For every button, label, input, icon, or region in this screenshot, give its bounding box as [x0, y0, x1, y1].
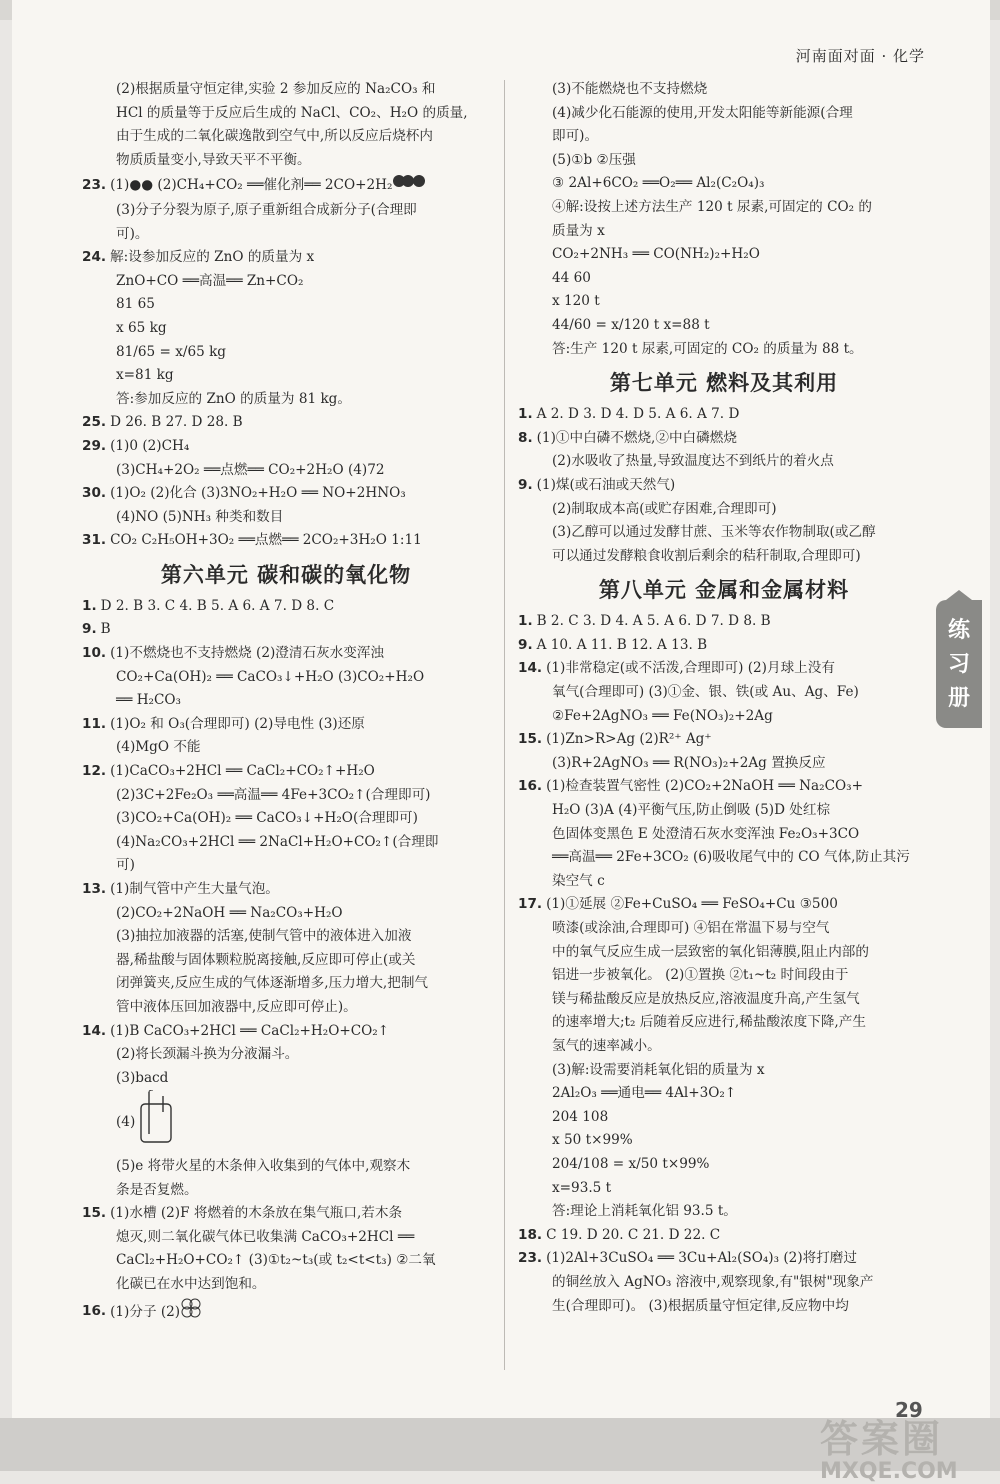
question-number: 16.	[518, 778, 543, 795]
answer-text: 的铜丝放入 AgNO₃ 溶液中,观察现象,有"银树"现象产	[552, 1273, 874, 1290]
answer-text: CO₂+Ca(OH)₂ ══ CaCO₃↓+H₂O (3)CO₂+H₂O	[116, 668, 425, 685]
answer-text: 可以通过发酵粮食收割后剩余的秸秆制取,合理即可)	[552, 547, 861, 564]
watermark	[820, 1408, 958, 1484]
answer-line	[82, 689, 490, 713]
answer-line	[518, 705, 930, 729]
tab-char-2: 习	[947, 652, 970, 677]
answer-line	[518, 314, 930, 338]
answer-text: (3)CH₄+2O₂ ══点燃══ CO₂+2H₂O (4)72	[116, 461, 385, 478]
answer-text: (1)①延展 ②Fe+CuSO₄ ══ FeSO₄+Cu ③500	[546, 896, 838, 913]
column-divider	[504, 80, 505, 1370]
page-number: 29	[895, 1398, 923, 1422]
tab-notch	[946, 590, 972, 600]
answer-text: CO₂ C₂H₅OH+3O₂ ══点燃══ 2CO₂+3H₂O 1:11	[110, 532, 422, 549]
question-number: 17.	[518, 896, 543, 913]
answer-text: (3)抽拉加液器的活塞,使制气管中的液体进入加液	[116, 928, 412, 945]
tab-char-1: 练	[947, 618, 970, 643]
answer-line	[518, 102, 930, 126]
answer-text: H₂O (3)A (4)平衡气压,防止倒吸 (5)D 处红棕	[552, 802, 831, 819]
answer-text: (2)根据质量守恒定律,实验 2 参加反应的 Na₂CO₃ 和	[116, 81, 436, 97]
answer-text: x=81 kg	[116, 367, 174, 384]
answer-line	[82, 270, 490, 294]
answer-line	[518, 728, 930, 752]
answer-text: B 2. C 3. D 4. A 5. A 6. D 7. D 8. B	[536, 613, 771, 630]
answer-text: 答:理论上消耗氧化铝 93.5 t。	[552, 1203, 737, 1220]
question-number: 14.	[82, 1022, 107, 1039]
answer-line	[518, 893, 930, 917]
answer-line	[518, 1129, 930, 1153]
answer-text: 色固体变黑色 E 处澄清石灰水变浑浊 Fe₂O₃+3CO	[552, 825, 860, 842]
answer-line	[518, 846, 930, 870]
answer-line	[518, 1271, 930, 1295]
question-number: 16.	[82, 1303, 107, 1320]
answer-line	[82, 1020, 490, 1044]
pair-diagram-icon	[392, 172, 426, 199]
answer-line	[82, 949, 490, 973]
answer-text: (1)非常稳定(或不活泼,合理即可) (2)月球上没有	[546, 660, 835, 677]
answer-text: (4)NO (5)NH₃ 种类和数目	[116, 508, 284, 525]
answer-text: 81 65	[116, 296, 155, 313]
answer-text: 铝进一步被氧化。 (2)①置换 ②t₁~t₂ 时间段由于	[552, 967, 849, 984]
answer-text: (1)CaCO₃+2HCl ══ CaCl₂+CO₂↑+H₂O	[110, 763, 375, 780]
answer-line	[82, 878, 490, 902]
question-number: 15.	[518, 731, 543, 748]
question-number: 23.	[518, 1250, 543, 1267]
question-number: 1.	[82, 597, 97, 614]
answer-text: 生(合理即可)。 (3)根据质量守恒定律,反应物中均	[552, 1297, 849, 1314]
question-number: 15.	[82, 1205, 107, 1222]
answer-line	[82, 293, 490, 317]
answer-text: 44 60	[552, 269, 591, 286]
answer-text: 81/65 = x/65 kg	[116, 343, 227, 360]
answer-line	[82, 388, 490, 412]
answer-line	[518, 338, 930, 362]
answer-text: (1)2Al+3CuSO₄ ══ 3Cu+Al₂(SO₄)₃ (2)将打磨过	[546, 1250, 857, 1267]
answer-text: 的速率增大;t₂ 后随着反应进行,稀盐酸浓度下降,产生	[552, 1014, 866, 1031]
answer-text: 答:参加反应的 ZnO 的质量为 81 kg。	[116, 390, 351, 407]
answer-text: D 2. B 3. C 4. B 5. A 6. A 7. D 8. C	[100, 597, 335, 614]
answer-text: ══高温══ 2Fe+3CO₂ (6)吸收尾气中的 CO 气体,防止其污	[552, 849, 910, 866]
answer-line	[518, 196, 930, 220]
answer-line	[82, 595, 490, 619]
answer-text: (3)解:设需要消耗氧化铝的质量为 x	[552, 1061, 765, 1078]
answer-text: 解:设参加反应的 ZnO 的质量为 x	[110, 249, 315, 266]
answer-text: x 65 kg	[116, 319, 167, 336]
answer-text: (3)bacd	[116, 1069, 169, 1086]
answer-line	[518, 243, 930, 267]
answer-line	[82, 925, 490, 949]
answer-line	[518, 220, 930, 244]
question-number: 14.	[518, 660, 543, 677]
answer-line	[518, 521, 930, 545]
left-column	[82, 78, 490, 1327]
answer-line	[82, 1155, 490, 1179]
question-number: 1.	[518, 613, 533, 630]
answer-text: ══ H₂CO₃	[116, 692, 181, 709]
answer-line	[82, 854, 490, 878]
answer-line	[518, 1177, 930, 1201]
answer-line	[518, 267, 930, 291]
answer-line	[518, 403, 930, 427]
question-number: 13.	[82, 881, 107, 897]
answer-line	[518, 450, 930, 474]
answer-line	[518, 1035, 930, 1059]
answer-line	[518, 545, 930, 569]
answer-text: (2)CO₂+2NaOH ══ Na₂CO₃+H₂O	[116, 904, 343, 921]
answer-text: (1)不燃烧也不支持燃烧 (2)澄清石灰水变浑浊	[110, 645, 385, 662]
answer-text: 由于生成的二氧化碳逸散到空气中,所以反应后烧杯内	[116, 128, 433, 145]
answer-line	[82, 666, 490, 690]
answer-text: 闭弹簧夹,反应生成的气体逐渐增多,压力增大,把制气	[116, 975, 429, 992]
answer-line	[82, 902, 490, 926]
question-number: 30.	[82, 485, 107, 502]
answer-line	[82, 1249, 490, 1273]
answer-line	[82, 149, 490, 173]
answer-line	[82, 529, 490, 553]
answer-text: x=93.5 t	[552, 1179, 612, 1196]
question-number: 9.	[518, 476, 533, 493]
question-number: 11.	[82, 715, 107, 732]
answer-line	[518, 474, 930, 498]
answer-text: (4)MgO 不能	[116, 739, 201, 756]
answer-text: ②Fe+2AgNO₃ ══ Fe(NO₃)₂+2Ag	[552, 707, 773, 724]
answer-text: 条是否复燃。	[116, 1181, 198, 1198]
question-number: 1.	[518, 406, 533, 423]
answer-line	[82, 317, 490, 341]
answer-line	[82, 1297, 490, 1328]
answer-text: (4)减少化石能源的使用,开发太阳能等新能源(合理	[552, 104, 853, 121]
answer-text: x 50 t×99%	[552, 1132, 633, 1149]
answer-line	[82, 411, 490, 435]
answer-line	[82, 972, 490, 996]
answer-text: 熄灭,则二氧化碳气体已收集满 CaCO₃+2HCl ══	[116, 1228, 415, 1245]
answer-line	[518, 1106, 930, 1130]
answer-line	[82, 172, 490, 199]
answer-line	[518, 634, 930, 658]
question-number: 29.	[82, 437, 107, 454]
answer-line	[518, 988, 930, 1012]
ring-diagram-icon	[180, 1297, 202, 1328]
workbook-tab	[936, 600, 982, 728]
answer-text: 44/60 = x/120 t x=88 t	[552, 316, 710, 333]
answer-line	[518, 290, 930, 314]
answer-line	[82, 246, 490, 270]
answer-text: (3)CO₂+Ca(OH)₂ ══ CaCO₃↓+H₂O(合理即可)	[116, 810, 418, 827]
answer-text: (1)O₂ 和 O₃(合理即可) (2)导电性 (3)还原	[110, 715, 365, 732]
answer-text: 即可)。	[552, 128, 599, 145]
answer-text: 204/108 = x/50 t×99%	[552, 1155, 710, 1172]
answer-line	[518, 1247, 930, 1271]
answer-line	[82, 341, 490, 365]
answer-line	[82, 831, 490, 855]
answer-text: C 19. D 20. C 21. D 22. C	[546, 1226, 721, 1243]
answer-line	[82, 1043, 490, 1067]
question-number: 8.	[518, 429, 533, 446]
answer-line	[518, 1200, 930, 1224]
answer-text: (1)0 (2)CH₄	[110, 437, 190, 454]
answer-text: 管中液体压回加液器中,反应即可停止)。	[116, 998, 357, 1015]
answer-text: 204 108	[552, 1108, 609, 1125]
question-number: 12.	[82, 763, 107, 780]
answer-text: 可)	[116, 857, 135, 874]
answer-line	[82, 1226, 490, 1250]
question-number: 24.	[82, 249, 107, 266]
answer-text: 质量为 x	[552, 222, 605, 239]
answer-text: (3)分子分裂为原子,原子重新组合成新分子(合理即	[116, 201, 417, 218]
answer-text: (3)乙醇可以通过发酵甘蔗、玉米等农作物制取(或乙醇	[552, 524, 876, 541]
answer-line	[518, 78, 930, 102]
answer-text: (1)分子 (2)	[110, 1303, 181, 1320]
answer-line	[518, 427, 930, 451]
answer-text: (3)R+2AgNO₃ ══ R(NO₃)₂+2Ag 置换反应	[552, 754, 826, 771]
answer-text: (4)Na₂CO₃+2HCl ══ 2NaCl+H₂O+CO₂↑(合理即	[116, 833, 439, 850]
answer-line	[518, 1224, 930, 1248]
answer-line	[82, 364, 490, 388]
bottle-diagram-icon	[135, 1090, 177, 1155]
question-number: 9.	[518, 636, 533, 653]
question-number: 23.	[82, 177, 107, 194]
answer-line	[518, 1011, 930, 1035]
answer-line	[82, 199, 490, 223]
answer-text: 可)。	[116, 225, 149, 242]
answer-line	[518, 799, 930, 823]
answer-text: x 120 t	[552, 293, 600, 310]
answer-line	[518, 1059, 930, 1083]
answer-text: (1)水槽 (2)F 将燃着的木条放在集气瓶口,若木条	[110, 1205, 403, 1222]
unit-heading: 第六单元 碳和碳的氧化物	[160, 562, 412, 587]
answer-text: HCl 的质量等于反应后生成的 NaCl、CO₂、H₂O 的质量,	[116, 104, 468, 121]
answer-text: D 26. B 27. D 28. B	[110, 414, 243, 431]
answer-text: CaCl₂+H₂O+CO₂↑ (3)①t₂~t₃(或 t₂<t<t₃) ②二氧	[116, 1252, 436, 1269]
answer-text: ③ 2Al+6CO₂ ══O₂══ Al₂(C₂O₄)₃	[552, 175, 765, 192]
answer-text: 物质质量变小,导致天平不平衡。	[116, 151, 311, 168]
answer-line	[82, 713, 490, 737]
answer-line	[82, 482, 490, 506]
answer-text: 2Al₂O₃ ══通电══ 4Al+3O₂↑	[552, 1085, 737, 1102]
answer-line	[82, 784, 490, 808]
answer-line	[518, 775, 930, 799]
answer-line	[518, 870, 930, 894]
answer-line	[82, 102, 490, 126]
answer-text: (4)	[116, 1114, 136, 1131]
answer-line	[82, 618, 490, 642]
answer-text: (2)3C+2Fe₂O₃ ══高温══ 4Fe+3CO₂↑(合理即可)	[116, 786, 431, 803]
question-number: 25.	[82, 414, 107, 431]
answer-text: (1)煤(或石油或天然气)	[536, 476, 676, 493]
answer-text: 喷漆(或涂油,合理即可) ④铝在常温下易与空气	[552, 920, 830, 936]
answer-line	[518, 1295, 930, 1319]
answer-line	[518, 498, 930, 522]
answer-text: (3)不能燃烧也不支持燃烧	[552, 81, 708, 97]
answer-text: (5)①b ②压强	[552, 151, 636, 168]
answer-line	[82, 736, 490, 760]
answer-text: (1)●● (2)CH₄+CO₂ ══催化剂══ 2CO+2H₂	[110, 177, 393, 194]
answer-line	[82, 1273, 490, 1297]
tab-char-3: 册	[947, 686, 970, 711]
answer-line	[82, 125, 490, 149]
answer-text: (2)制取成本高(或贮存困难,合理即可)	[552, 500, 777, 517]
answer-line	[82, 1202, 490, 1226]
answer-line	[518, 823, 930, 847]
answer-line	[518, 941, 930, 965]
watermark-domain: MXQE.COM	[820, 1459, 958, 1484]
answer-line	[82, 807, 490, 831]
answer-line	[518, 752, 930, 776]
answer-text: 器,稀盐酸与固体颗粒脱离接触,反应即可停止(或关	[116, 951, 416, 968]
answer-text: 中的氧气反应生成一层致密的氧化铝薄膜,阻止内部的	[552, 943, 869, 960]
unit-heading: 第八单元 金属和金属材料	[598, 578, 850, 603]
answer-text: ④解:设按上述方法生产 120 t 尿素,可固定的 CO₂ 的	[552, 198, 873, 215]
answer-line	[82, 1090, 490, 1155]
answer-text: CO₂+2NH₃ ══ CO(NH₂)₂+H₂O	[552, 246, 760, 263]
unit-heading: 第七单元 燃料及其利用	[609, 371, 839, 396]
answer-text: (1)检查装置气密性 (2)CO₂+2NaOH ══ Na₂CO₃+	[546, 778, 863, 795]
answer-line	[518, 172, 930, 196]
answer-text: B	[100, 621, 111, 638]
answer-line	[518, 610, 930, 634]
answer-text: (5)e 将带火星的木条伸入收集到的气体中,观察木	[116, 1157, 411, 1174]
answer-text: (1)制气管中产生大量气泡。	[110, 881, 279, 897]
question-number: 9.	[82, 621, 97, 638]
question-number: 10.	[82, 645, 107, 662]
answer-line	[82, 435, 490, 459]
answer-line	[518, 917, 930, 941]
answer-line	[82, 760, 490, 784]
answer-line	[518, 125, 930, 149]
answer-line	[518, 681, 930, 705]
answer-line	[518, 1082, 930, 1106]
page-header: 河南面对面 · 化学	[795, 47, 925, 65]
answer-text: A 2. D 3. D 4. D 5. A 6. A 7. D	[536, 406, 740, 423]
answer-text: 氧气(合理即可) (3)①金、银、铁(或 Au、Ag、Fe)	[552, 684, 859, 701]
answer-line	[82, 1179, 490, 1203]
answer-line	[518, 149, 930, 173]
answer-text: (1)Zn>R>Ag (2)R²⁺ Ag⁺	[546, 731, 712, 748]
answer-text: (2)水吸收了热量,导致温度达不到纸片的着火点	[552, 453, 834, 470]
question-number: 18.	[518, 1226, 543, 1243]
answer-text: 化碳已在水中达到饱和。	[116, 1275, 266, 1292]
answer-text: (2)将长颈漏斗换为分液漏斗。	[116, 1046, 299, 1063]
right-column	[518, 78, 930, 1318]
watermark-brand: 答案圈	[820, 1417, 944, 1461]
answer-line	[518, 657, 930, 681]
answer-line	[82, 78, 490, 102]
answer-text: (1)B CaCO₃+2HCl ══ CaCl₂+H₂O+CO₂↑	[110, 1022, 390, 1039]
answer-text: (1)O₂ (2)化合 (3)3NO₂+H₂O ══ NO+2HNO₃	[110, 485, 406, 502]
answer-text: 镁与稀盐酸反应是放热反应,溶液温度升高,产生氢气	[552, 990, 860, 1007]
answer-line	[518, 964, 930, 988]
answer-line	[82, 1067, 490, 1091]
answer-line	[82, 223, 490, 247]
answer-text: 染空气 c	[552, 872, 605, 889]
answer-text: 氢气的速率减小。	[552, 1037, 661, 1054]
answer-text: 答:生产 120 t 尿素,可固定的 CO₂ 的质量为 88 t。	[552, 340, 863, 357]
answer-text: ZnO+CO ══高温══ Zn+CO₂	[116, 272, 304, 289]
answer-line	[82, 459, 490, 483]
answer-text: A 10. A 11. B 12. A 13. B	[536, 636, 708, 653]
answer-line	[82, 996, 490, 1020]
answer-line	[82, 506, 490, 530]
answer-line	[82, 642, 490, 666]
answer-line	[518, 1153, 930, 1177]
answer-text: (1)①中白磷不燃烧,②中白磷燃烧	[536, 429, 737, 446]
question-number: 31.	[82, 532, 107, 549]
